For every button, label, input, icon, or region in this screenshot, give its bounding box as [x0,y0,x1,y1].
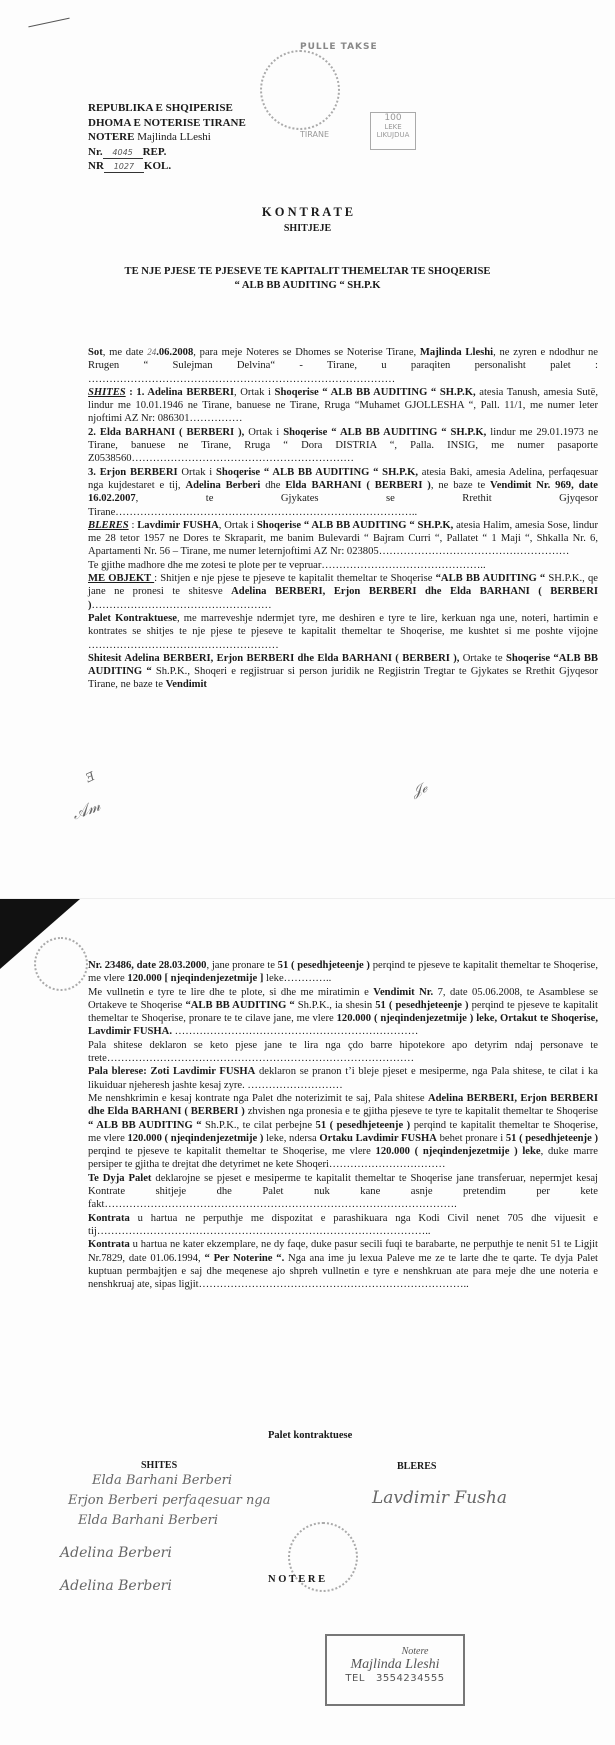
bold-text: 2. Elda BARHANI ( BERBERI ), [88,426,245,438]
paragraph [88,959,598,986]
tax-stamp-status: LIKUJDUA [376,131,410,139]
bold-text: BLERES [88,519,129,531]
notary-label: N O T E R E [268,1574,326,1585]
rep-number-line [88,145,246,160]
notary-stamp-name: Majlinda Lleshi [350,1657,440,1672]
kol-suffix: KOL. [143,160,172,172]
notary-name: Majlinda LLeshi [137,131,211,143]
text: atesia Tanush, amesia Sutë, lindur me 10.01.1946 ne Tirane, banuese ne Tirane, Rruga “Muhamet GJOLLESHA “, Pall. 11/1, me numer leter njoftimi AZ Nr: 086301…………… [88,386,598,425]
seller-signature-2: Erjon Berberi perfaqesuar nga [68,1493,271,1508]
bold-text: 51 ( pesedhjeteenje ) [315,1119,411,1131]
text: , te Gjykates se Rrethit Gjyqesor Tirane………………………………………………………………………….. [88,493,598,518]
bold-text: 120.000 ( njeqindenjezetmije ) [127,1132,264,1144]
bold-text: “ Per Noterine “. [204,1252,285,1264]
text: Sh.P.K., te cilat perbejne [201,1119,316,1131]
notary-seal-partial [34,937,88,991]
bold-text: Ortaku Lavdimir FUSHA [319,1132,437,1144]
bold-text: Shoqerise “ ALB BB AUDITING “ SH.P.K, [256,519,454,531]
bold-text: Shitesit Adelina BERBERI, Erjon BERBERI dhe Elda BARHANI ( BERBERI ), [88,652,460,664]
text: dhe [260,479,286,491]
bold-text: Nr. 23486, date 28.03.2000 [88,960,207,971]
text: , ne baze te [430,479,491,491]
tax-stamp-seal [260,50,340,130]
notary-title: NOTERE [88,131,135,143]
notary-stamp-phone [327,1673,463,1684]
paragraph [88,1092,598,1172]
text: : [128,519,138,531]
tax-stamp-value-box [370,112,416,150]
paragraph [88,466,598,519]
text: Me vullnetin e tyre te lire dhe te plote, si dhe me miratimin e [88,986,374,998]
text: , Ortak i [234,386,275,398]
tax-stamp-label: PULLE TAKSE [300,42,378,52]
text: behet pronare i [436,1132,506,1144]
text: Ortak i [244,426,284,438]
signature-seller-2: 𝒜𝓂 [69,795,103,824]
tax-stamp-unit: LEKE [384,123,402,131]
text: deklaron se pranon t’i bleje pjeset e mesiperme, nga Pala shitese, te cilat i ka likuiduar njeheresh jashte kesaj zyre. ……………………… [88,1066,598,1091]
text: atesia Baki, amesia Adelina, perfaqesuar nga kujdestaret e tij, [88,466,598,491]
bold-text: Shoqerise “ ALB BB AUDITING “ SH.P.K, [215,466,418,478]
text: perqind te pjeseve te kapitalit themeltar te Shoqerise, me vlere [88,960,598,985]
seller-signature-3: Elda Barhani Berberi [78,1513,219,1528]
text: , me marreveshje ndermjet tyre, me deshiren e tyre te lire, kerkuan nga une, noteri, hartimin e kontrates se shitjes te nje pjese te pjeseve te kapitalit themeltar te Shoqerise, me kushtet si me poshte vijojne ……………………………………………… [88,612,598,651]
text: 7, date 05.06.2008, te Asamblese se Ortakeve te Shoqerise [88,986,598,1011]
seller-signature-4: Adelina Berberi [60,1545,172,1561]
bold-text: SHITES [88,386,126,398]
bold-text: Kontrata [88,1212,130,1224]
rep-suffix: REP. [142,145,167,158]
kol-number: 1027 [104,162,144,173]
paragraph [88,1065,598,1092]
seller-signature-1: Elda Barhani Berberi [92,1473,233,1488]
text: …………………………………………… [91,599,272,611]
paragraph [88,1172,598,1212]
text: Sh.P.K., ia shesin [294,999,376,1011]
bold-text: Adelina Berberi [185,479,261,491]
handwritten-day: 24 [147,347,157,357]
paragraph [88,986,598,1039]
text: SH.P.K., qe jane ne pronesi te shitesve [88,573,598,598]
bold-text: 120.000 [ njeqindenjezetmije ] [127,973,264,985]
bold-text: 51 ( pesedhjeteenje ) [277,960,370,971]
kol-prefix: NR [88,160,104,172]
signature-buyer: 𝒥ℯ [409,779,430,801]
bold-text: 120.000 ( njeqindenjezetmije ) leke, Ortakut te Shoqerise, Lavdimir FUSHA. [88,1013,598,1038]
sellers-label: SHITES [141,1460,178,1471]
text: lindur me 29.01.1973 ne Tirane, banuese ne Tirane, Rruga “ Dora DISTRIA “, Palla. INSIG, me numer pasaporte Z0538560……………………………………………………… [88,426,599,465]
notary-header [88,101,246,174]
bold-text: .06.2008 [156,347,194,358]
text: Sh.P.K., Shoqeri e regjistruar si person juridik ne Regjistrin Tregtar te Gjykates se Rrethit Gjyqesor Tirane, ne baze te [88,666,598,691]
text: perqind te kapitalit themeltar te Shoqerise, me vlere [88,1119,598,1144]
text: , para meje Noteres se Dhomes se Noterise Tirane, [193,347,420,358]
paragraph [88,1238,598,1291]
contract-page-2 [0,898,615,1745]
text: zhvishen nga pronesia e te gjitha pjeseve te tyre te kapitalit themeltar te Shoqerise [244,1106,599,1118]
rep-prefix: Nr. [88,145,103,158]
document-subtitle: SHITJEJE [283,223,332,234]
paragraph [88,1039,598,1066]
bold-text: 120.000 ( njeqindenjezetmije ) leke [375,1146,541,1158]
text: atesia Halim, amesia Sose, lindur me 28 tetor 1957 ne Dores te Skraparit, me banim Bulevardi “ Bajram Curri “, Pallatet “ 1 Maji “, Shkalla Nr. 6, Apartamenti Nr. 56 – Tirane, me numer leternjoftimi AZ Nr: 023805……………………………………………… [88,519,598,558]
bold-text: 51 ( pesedhjeteenje ) [375,999,469,1011]
bold-text: Kontrata [88,1239,130,1251]
bold-text: Adelina BERBERI, Erjon BERBERI dhe Elda BARHANI ( BERBERI ) [88,586,598,611]
bold-text: “ ALB BB AUDITING “ [88,1119,202,1131]
bold-text: Shoqerise “ ALB BB AUDITING “ SH.P.K, [283,426,487,438]
text: , jane pronare te [206,960,278,971]
text: perqind te pjeseve te kapitalit themeltar te Shoqerise, me vlere [88,1146,376,1158]
paragraph [88,1212,598,1239]
tax-stamp-value: 100 [384,113,402,123]
bold-text: Shoqerise “ ALB BB AUDITING “ SH.P.K, [274,386,476,398]
header-notary [88,130,246,145]
bold-text: : 1. Adelina BERBERI [125,386,235,398]
text: u hartua ne perputhje me dispozitat e parashikuara nga Kodi Civil nenet 705 dhe vijuesit e tij………………………………………………………………………………….. [88,1212,598,1237]
bold-text: Vendimit Nr. [373,986,434,998]
bold-text: 51 ( pesedhjeteenje ) [505,1132,598,1144]
subject-line-2: “ ALB BB AUDITING “ SH.P.K [234,280,381,291]
text: Te gjithe madhore dhe me zotesi te plote per te vepruar……………………………………….. [88,559,486,571]
rep-number: 4045 [103,148,143,159]
bold-text: ME OBJEKT [88,573,155,585]
document-title: K O N T R A T E [261,205,354,219]
bold-text: Te Dyja Palet [88,1172,152,1184]
paragraph [88,612,598,652]
bold-text: “ALB BB AUDITING “ [185,999,295,1011]
contract-body-page-1 [88,346,598,692]
paragraph [88,652,598,692]
notary-stamp [325,1634,465,1706]
text: Me nenshkrimin e kesaj kontrate nga Palet dhe noterizimit te saj, Pala shitese [88,1092,428,1104]
text: perqind te pjeseve te kapitalit themeltar te Shoqerise, pronare te te cilave jane, me vlere [88,999,598,1025]
text: Ortake te [459,652,506,664]
bold-text: Pala blerese: Zoti Lavdimir FUSHA [88,1066,256,1078]
bold-text: Shoqerise “ALB BB AUDITING “ [88,652,598,678]
bold-text: Adelina BERBERI, Erjon BERBERI dhe Elda BARHANI ( BERBERI ) [88,1092,598,1118]
buyer-signature: Lavdimir Fusha [372,1488,507,1508]
stamp-city: TIRANE [300,130,329,139]
phone-label: TEL [345,1673,365,1684]
paragraph [88,572,598,612]
bold-text: “ALB BB AUDITING “ [435,573,546,585]
text: , ne zyren e ndodhur ne Rrugen “ Sulejman Delvina“ - Tirane, u paraqiten personalisht palet : …………………………………………………………………………… [88,347,598,385]
bold-text: Vendimit [165,679,207,691]
pen-mark [28,18,69,28]
buyer-label: BLERES [397,1461,437,1472]
contract-body-page-2 [88,959,598,1291]
notary-stamp-title: Notere [401,1646,429,1657]
text: , duke marre persiper te gjitha te drejtat dhe detyrimet ne kete Shoqeri…………………………… [88,1146,598,1171]
text: , me date [102,347,148,358]
text: Ortak i [177,466,216,478]
paragraph [88,386,598,426]
text: deklarojne se pjeset e mesiperme te kapitalit themeltar te Shoqerise jane transferuar, nepermjet kesaj Kontrate shitjeje dhe Palet nuk kane asnje pretendim per kete fakt………………………………………………………………………………………. [88,1172,598,1211]
bold-text: Majlinda Lleshi [419,347,494,358]
paragraph [88,426,598,466]
text: , Ortak i [218,519,257,531]
text: leke, ndersa [263,1132,320,1144]
text: u hartua ne kater ekzemplare, ne dy faqe, duke pasur secili fuqi te barabarte, ne perputhje te nenit 51 te Ligjit Nr.7829, date 01.06.1994, [88,1239,598,1264]
bold-text: 3. Erjon BERBERI [88,466,178,478]
signature-seller-1: Ǝ [83,768,98,786]
kol-number-line [88,159,246,174]
text: leke………….. [263,973,332,985]
text: Pala shitese deklaron se keto pjese jane te lira nga çdo barre hipotekore apo detyrim ndaj personave te trete…………………………………………………………………………… [88,1039,598,1065]
paragraph [88,519,598,559]
phone-number: 3554234555 [375,1673,445,1684]
paragraph [88,559,598,572]
bold-text: Sot [88,347,103,358]
seller-signature-5: Adelina Berberi [60,1578,172,1594]
header-chamber: DHOMA E NOTERISE TIRANE [88,116,246,129]
bold-text: Lavdimir FUSHA [137,519,219,531]
header-republic: REPUBLIKA E SHQIPERISE [88,102,233,114]
subject-line-1: TE NJE PJESE TE PJESEVE TE KAPITALIT THEMELTAR TE SHOQERISE [124,266,491,277]
text: …………………………………………………………… [171,1026,419,1038]
paragraph [88,346,598,386]
bold-text: Elda BARHANI ( BERBERI ) [285,479,431,491]
bold-text: Vendimit Nr. 969, date 16.02.2007 [88,479,599,505]
text: : Shitjen e nje pjese te pjeseve te kapitalit themeltar te Shoqerise [154,573,436,585]
bold-text: Palet Kontraktuese [88,612,177,624]
parties-heading: Palet kontraktuese [268,1430,353,1441]
text: Nga ana ime ju lexua Paleve me ze te larte dhe te qarte. Te dyja Palet kuptuan permbajtjen e saj dhe meqenese ajo shpreh vullnetin e tyre e nenshkruan ate para meje dhe une noteria e nenshkruaj ate, sipas ligjit………………………………………………………………….. [88,1252,598,1291]
